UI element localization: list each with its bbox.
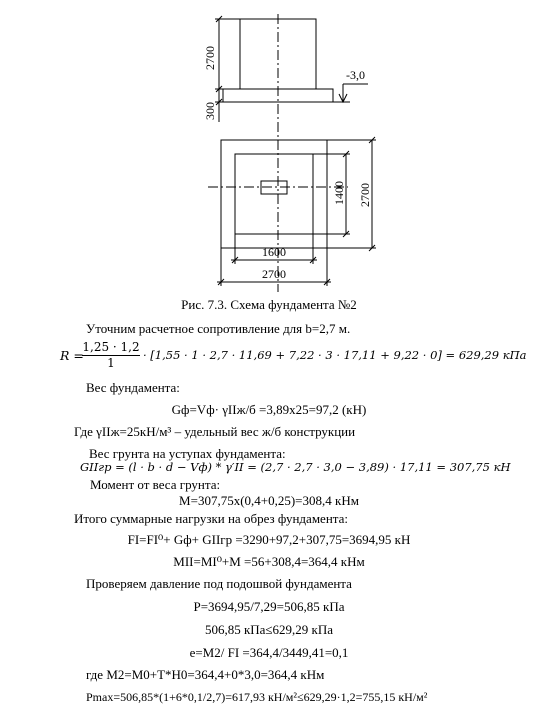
formula-r-rhs: · [1,55 · 1 · 2,7 · 11,69 + 7,22 · 3 · 17,11 + 9,22 · 0] = 629,29 кПа [143, 348, 527, 362]
formula-r-lhs: R = [60, 348, 84, 363]
paragraph: Где γIIж=25кН/м³ – удельный вес ж/б конструкции [74, 424, 356, 439]
formula-line: Gф=Vф· γIIж/б =3,89х25=97,2 (кН) [171, 402, 367, 417]
foundation-drawing [0, 0, 538, 300]
formula-line: GIIгр = (l · b · d − Vф) * γ′II = (2,7 · 2,7 · 3,0 − 3,89) · 17,11 = 307,75 кН [80, 460, 511, 474]
paragraph: Вес фундамента: [86, 380, 180, 395]
formula-r-fraction [82, 340, 140, 370]
dim-w-outer: 2700 [262, 267, 286, 281]
formula-line: Pmax=506,85*(1+6*0,1/2,7)=617,93 кН/м²≤629,29·1,2=755,15 кН/м² [86, 690, 428, 704]
paragraph: где M2=M0+T*H0=364,4+0*3,0=364,4 кНм [86, 667, 325, 682]
paragraph: Проверяем давление под подошвой фундамента [86, 576, 352, 591]
figure-caption: Рис. 7.3. Схема фундамента №2 [181, 297, 357, 312]
formula-line: FI=FI⁰+ Gф+ GIIгр =3290+97,2+307,75=3694,95 кН [127, 532, 411, 547]
dim-h-inner: 1400 [332, 181, 346, 205]
formula-line: P=3694,95/7,29=506,85 кПа [193, 599, 345, 614]
dim-h-bottom: 300 [203, 102, 217, 120]
formula-line: e=M2/ FI =364,4/3449,41=0,1 [189, 645, 349, 660]
formula-line: M=307,75х(0,4+0,25)=308,4 кНм [179, 493, 359, 508]
level-label: -3,0 [346, 68, 365, 82]
formula-line: MII=MI⁰+M =56+308,4=364,4 кНм [173, 554, 365, 569]
dim-h-top: 2700 [203, 46, 217, 70]
formula-line: 506,85 кПа≤629,29 кПа [204, 622, 334, 637]
paragraph: Момент от веса грунта: [90, 477, 221, 492]
formula-r-numerator: 1,25 · 1,2 [82, 340, 140, 354]
dim-w-inner: 1600 [262, 245, 286, 259]
paragraph: Итого суммарные нагрузки на обрез фундамента: [74, 511, 348, 526]
paragraph: Уточним расчетное сопротивление для b=2,7 м. [86, 321, 351, 336]
dim-h-outer: 2700 [358, 183, 372, 207]
paragraph: Вес грунта на уступах фундамента: [89, 446, 286, 461]
formula-r-denominator: 1 [107, 356, 115, 370]
